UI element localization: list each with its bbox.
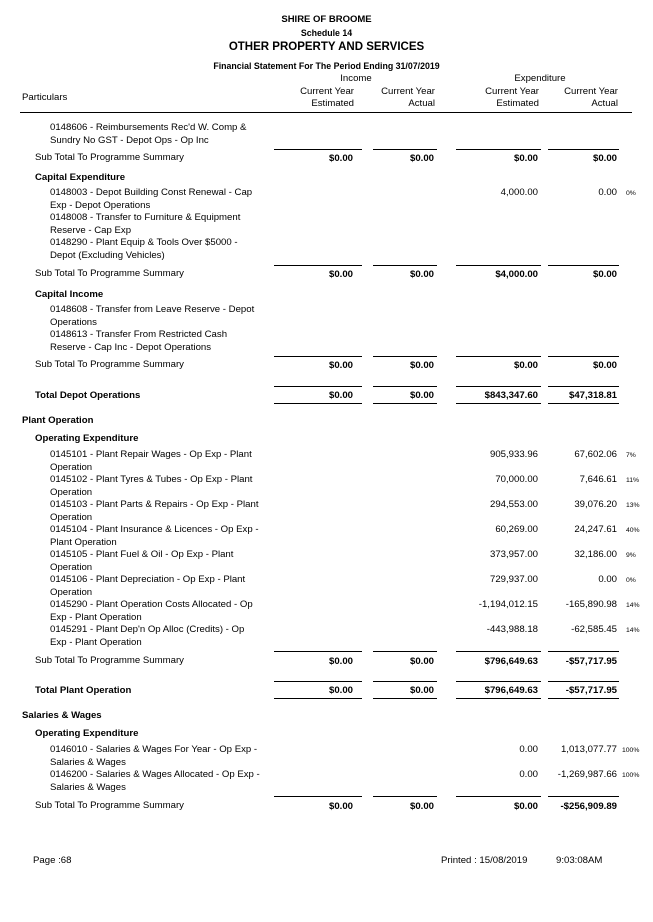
percent-value: 100% [622, 772, 640, 779]
total-inc-act: $0.00 [409, 685, 434, 696]
exp-act-value: 1,013,077.77 [560, 744, 617, 755]
percent-value: 9% [626, 552, 636, 559]
rule [373, 698, 437, 699]
rule [456, 356, 541, 357]
subtotal-inc-act: $0.00 [409, 269, 434, 280]
rule [456, 403, 541, 404]
subtotal-label: Sub Total To Programme Summary [35, 152, 184, 163]
rule [274, 796, 362, 797]
group-operating-expenditure: Operating Expenditure [35, 728, 139, 739]
expenditure-header: Expenditure [514, 73, 566, 84]
line-item-0148003: 0148003 - Depot Building Const Renewal - Cap Exp - Depot Operations [50, 187, 253, 211]
percent-value: 13% [626, 502, 640, 509]
rule [548, 265, 619, 266]
percent-value: 0% [626, 190, 636, 197]
exp-est-value: 70,000.00 [495, 474, 538, 485]
statement-period: Financial Statement For The Period Ending 31/07/2019 [213, 61, 440, 71]
total-exp-est: $796,649.63 [484, 685, 538, 696]
inc-est-header-1: Current Year [300, 86, 354, 97]
exp-act-value: 7,646.61 [579, 474, 617, 485]
rule [548, 403, 619, 404]
total-exp-act: $47,318.81 [568, 390, 617, 401]
line-item-0148608: 0148608 - Transfer from Leave Reserve - Depot Operations [50, 304, 255, 328]
total-depot-label: Total Depot Operations [35, 390, 141, 401]
subtotal-label: Sub Total To Programme Summary [35, 268, 184, 279]
exp-act-value: 0.00 [598, 574, 617, 585]
line-item-0145103: 0145103 - Plant Parts & Repairs - Op Exp - Plant Operation [50, 499, 259, 523]
line-item-0145291: 0145291 - Plant Dep'n Op Alloc (Credits) - Op Exp - Plant Operation [50, 624, 245, 648]
subtotal-label: Sub Total To Programme Summary [35, 655, 184, 666]
subtotal-label: Sub Total To Programme Summary [35, 359, 184, 370]
rule [548, 386, 619, 387]
subtotal-exp-act: -$256,909.89 [560, 801, 617, 812]
exp-act-value: 39,076.20 [574, 499, 617, 510]
exp-est-header-2: Estimated [496, 98, 539, 109]
org-name: SHIRE OF BROOME [281, 14, 372, 25]
rule [456, 149, 541, 150]
schedule-label: Schedule 14 [300, 28, 353, 38]
section-plant-operation: Plant Operation [22, 415, 94, 426]
line-item-0148290: 0148290 - Plant Equip & Tools Over $5000 - Depot (Excluding Vehicles) [50, 237, 238, 261]
line-item-0146200: 0146200 - Salaries & Wages Allocated - Op Exp - Salaries & Wages [50, 769, 260, 793]
subtotal-inc-est: $0.00 [328, 153, 353, 164]
rule [548, 796, 619, 797]
header-rule [20, 112, 632, 113]
exp-est-value: 4,000.00 [500, 187, 538, 198]
subtotal-inc-est: $0.00 [328, 801, 353, 812]
subtotal-exp-est: $796,649.63 [484, 656, 538, 667]
subtotal-inc-act: $0.00 [409, 656, 434, 667]
line-item-0145106: 0145106 - Plant Depreciation - Op Exp - Plant Operation [50, 574, 246, 598]
exp-act-value: -165,890.98 [565, 599, 617, 610]
page-number: Page :68 [33, 855, 72, 866]
rule [548, 356, 619, 357]
exp-act-header-1: Current Year [564, 86, 618, 97]
line-item-0145290: 0145290 - Plant Operation Costs Allocated - Op Exp - Plant Operation [50, 599, 253, 623]
rule [373, 651, 437, 652]
rule [456, 651, 541, 652]
rule [373, 796, 437, 797]
rule [373, 265, 437, 266]
rule [373, 149, 437, 150]
exp-act-value: 32,186.00 [574, 549, 617, 560]
exp-act-value: -62,585.45 [571, 624, 617, 635]
rule [548, 681, 619, 682]
percent-value: 100% [622, 747, 640, 754]
rule [373, 356, 437, 357]
income-header: Income [340, 73, 372, 84]
line-item-0148613: 0148613 - Transfer From Restricted Cash Reserve - Cap Inc - Depot Operations [50, 329, 228, 353]
exp-est-value: 60,269.00 [495, 524, 538, 535]
group-capital-expenditure: Capital Expenditure [35, 172, 126, 183]
rule [373, 681, 437, 682]
subtotal-exp-act: $0.00 [592, 153, 617, 164]
percent-value: 40% [626, 527, 640, 534]
group-operating-expenditure: Operating Expenditure [35, 433, 139, 444]
group-capital-income: Capital Income [35, 289, 104, 300]
report-title: OTHER PROPERTY AND SERVICES [228, 41, 425, 53]
subtotal-exp-est: $0.00 [513, 801, 538, 812]
subtotal-inc-est: $0.00 [328, 269, 353, 280]
percent-value: 14% [626, 602, 640, 609]
total-inc-act: $0.00 [409, 390, 434, 401]
rule [274, 265, 362, 266]
exp-est-value: -1,194,012.15 [478, 599, 538, 610]
rule [274, 149, 362, 150]
printed-date: Printed : 15/08/2019 [441, 855, 528, 866]
rule [274, 403, 362, 404]
subtotal-inc-act: $0.00 [409, 801, 434, 812]
line-item-0145104: 0145104 - Plant Insurance & Licences - Op Exp - Plant Operation [50, 524, 259, 548]
line-item-0145102: 0145102 - Plant Tyres & Tubes - Op Exp - Plant Operation [50, 474, 253, 498]
exp-est-value: -443,988.18 [486, 624, 538, 635]
exp-act-value: 67,602.06 [574, 449, 617, 460]
rule [274, 698, 362, 699]
particulars-header: Particulars [22, 92, 68, 103]
subtotal-exp-act: -$57,717.95 [565, 656, 617, 667]
inc-act-header-2: Actual [408, 98, 435, 109]
total-plant-label: Total Plant Operation [35, 685, 132, 696]
exp-act-value: 0.00 [598, 187, 617, 198]
line-item-0145105: 0145105 - Plant Fuel & Oil - Op Exp - Plant Operation [50, 549, 234, 573]
percent-value: 0% [626, 577, 636, 584]
total-inc-est: $0.00 [328, 685, 353, 696]
inc-act-header-1: Current Year [381, 86, 435, 97]
percent-value: 7% [626, 452, 636, 459]
printed-time: 9:03:08AM [556, 855, 603, 866]
subtotal-exp-est: $0.00 [513, 360, 538, 371]
section-salaries-wages: Salaries & Wages [22, 710, 102, 721]
rule [274, 681, 362, 682]
exp-est-value: 294,553.00 [489, 499, 538, 510]
total-exp-est: $843,347.60 [484, 390, 538, 401]
exp-est-value: 0.00 [519, 744, 538, 755]
line-item-0148008: 0148008 - Transfer to Furniture & Equipment Reserve - Cap Exp [50, 212, 241, 236]
subtotal-exp-act: $0.00 [592, 360, 617, 371]
subtotal-inc-est: $0.00 [328, 360, 353, 371]
rule [373, 403, 437, 404]
exp-est-header-1: Current Year [485, 86, 539, 97]
inc-est-header-2: Estimated [311, 98, 354, 109]
subtotal-label: Sub Total To Programme Summary [35, 800, 184, 811]
rule [373, 386, 437, 387]
subtotal-inc-act: $0.00 [409, 360, 434, 371]
rule [274, 356, 362, 357]
rule [274, 386, 362, 387]
total-inc-est: $0.00 [328, 390, 353, 401]
line-item-0148606: 0148606 - Reimbursements Rec'd W. Comp & Sundry No GST - Depot Ops - Op Inc [50, 122, 247, 146]
rule [456, 796, 541, 797]
exp-act-value: -1,269,987.66 [557, 769, 617, 780]
rule [274, 651, 362, 652]
subtotal-exp-est: $0.00 [513, 153, 538, 164]
total-exp-act: -$57,717.95 [565, 685, 617, 696]
exp-act-header-2: Actual [591, 98, 618, 109]
subtotal-exp-act: $0.00 [592, 269, 617, 280]
line-item-0146010: 0146010 - Salaries & Wages For Year - Op Exp - Salaries & Wages [50, 744, 258, 768]
percent-value: 11% [626, 477, 640, 484]
exp-est-value: 729,937.00 [489, 574, 538, 585]
subtotal-inc-act: $0.00 [409, 153, 434, 164]
exp-act-value: 24,247.61 [574, 524, 617, 535]
subtotal-inc-est: $0.00 [328, 656, 353, 667]
exp-est-value: 905,933.96 [489, 449, 538, 460]
rule [456, 681, 541, 682]
rule [456, 265, 541, 266]
rule [456, 698, 541, 699]
rule [456, 386, 541, 387]
exp-est-value: 373,957.00 [489, 549, 538, 560]
rule [548, 149, 619, 150]
percent-value: 14% [626, 627, 640, 634]
line-item-0145101: 0145101 - Plant Repair Wages - Op Exp - Plant Operation [50, 449, 252, 473]
rule [548, 698, 619, 699]
exp-est-value: 0.00 [519, 769, 538, 780]
rule [548, 651, 619, 652]
subtotal-exp-est: $4,000.00 [495, 269, 538, 280]
